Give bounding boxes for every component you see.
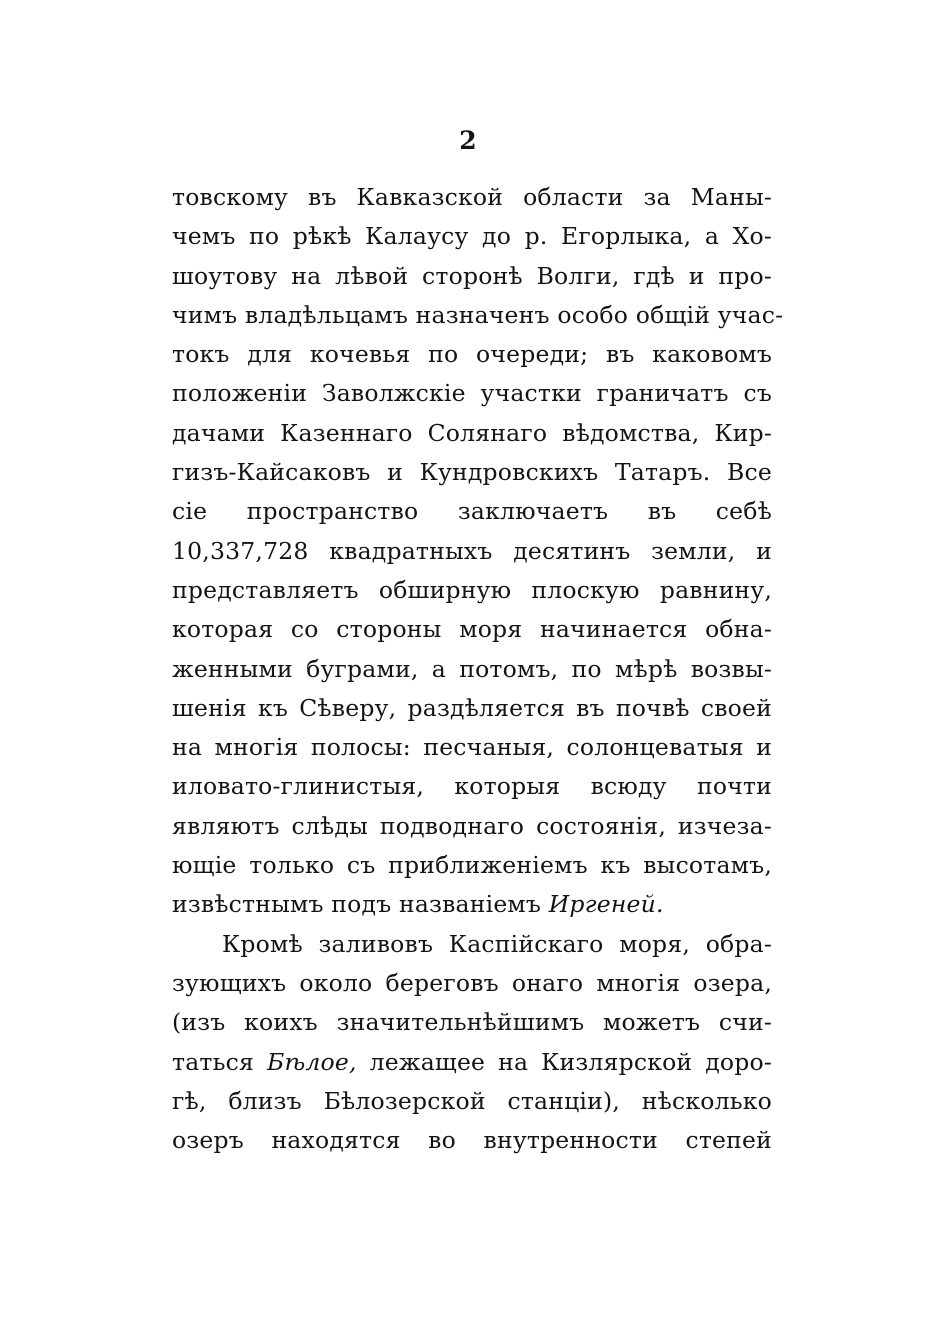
text-line: которая со стороны моря начинается обна- (172, 615, 772, 644)
text-line: чемъ по рѣкѣ Калаусу до р. Егорлыка, а Хо- (172, 222, 772, 251)
paragraph-start-line: Кромѣ заливовъ Каспійскаго моря, обра- (222, 929, 772, 958)
text-line: товскому въ Кавказской области за Маны- (172, 183, 772, 211)
text-line: 10,337,728 квадратныхъ десятинъ земли, и (172, 536, 772, 565)
text-fragment: таться (172, 1047, 267, 1076)
italic-lake-name: Бѣлое, (266, 1047, 357, 1076)
text-line: на многія полосы: песчаныя, солонцеватыя и (172, 733, 772, 762)
text-line: (изъ коихъ значительнѣйшимъ можетъ счи- (172, 1008, 772, 1037)
page-number: 2 (459, 126, 477, 155)
text-line: сіе пространство заключаетъ въ себѣ (172, 497, 772, 526)
text-line: гизъ-Кайсаковъ и Кундровскихъ Татаръ. Все (172, 458, 772, 487)
text-line: токъ для кочевья по очереди; въ каковомъ (172, 340, 772, 369)
text-line-last (172, 885, 772, 924)
text-line: гѣ, близъ Бѣлозерской станціи), нѣсколько (172, 1086, 772, 1115)
text-line: шенія къ Сѣверу, раздѣляется въ почвѣ своей (172, 693, 772, 722)
text-line: положеніи Заволжскіе участки граничатъ съ (172, 379, 772, 408)
body-text (172, 178, 784, 1160)
text-line: зующихъ около береговъ онаго многія озера, (172, 968, 772, 997)
text-line: чимъ владѣльцамъ назначенъ особо общій учас- (172, 300, 784, 329)
text-line: женными буграми, а потомъ, по мѣрѣ возвы- (172, 654, 772, 683)
text-line (172, 1043, 772, 1082)
text-line: ющіе только съ приближеніемъ къ высотамъ, (172, 851, 772, 880)
text-line: иловато-глинистыя, которыя всюду почти (172, 772, 772, 801)
text-line: озеръ находятся во внутренности степей (172, 1126, 772, 1155)
text-line: представляетъ обширную плоскую равнину, (172, 575, 772, 604)
text-fragment: лежащее на Кизлярской доро- (356, 1047, 772, 1076)
text-fragment: извѣстнымъ подъ названіемъ (172, 890, 549, 919)
italic-place-name: Иргеней. (548, 890, 664, 919)
text-line: дачами Казеннаго Солянаго вѣдомства, Кир- (172, 418, 772, 447)
text-line: шоутову на лѣвой сторонѣ Волги, гдѣ и про- (172, 261, 772, 290)
text-line: являютъ слѣды подводнаго состоянія, изчеза- (172, 811, 772, 840)
